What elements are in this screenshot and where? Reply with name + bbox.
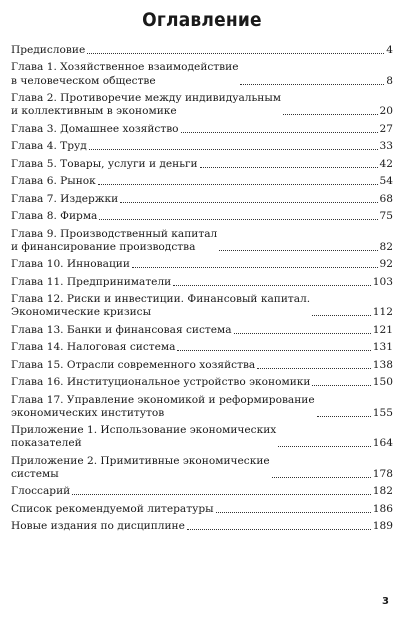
dot-leader [98,184,378,185]
toc-entry [11,61,393,87]
toc-entry-title [11,228,217,254]
toc-entry-title [11,61,238,87]
toc-entry [11,503,393,516]
dot-leader [312,315,371,316]
toc-entry-title-line: Новые издания по дисциплине [11,520,185,533]
toc-entry-title [11,123,179,136]
toc-entry [11,376,393,389]
toc-entry-title [11,520,185,533]
toc-entry-title [11,92,281,118]
toc-entry-title-line: Предисловие [11,44,86,56]
toc-entry-title-line: экономических институтов [11,406,165,419]
toc-entry-page-number: 155 [372,406,393,419]
toc-entry-title [11,359,255,372]
toc-entry-title-line: Глава 11. Предприниматели [11,275,172,288]
page-title: Оглавление [142,9,262,31]
dot-leader [99,219,377,220]
toc-entry-page-number: 112 [372,306,393,319]
toc-entry-page-number: 103 [372,275,393,288]
toc-entry [11,520,393,533]
dot-leader [187,529,371,530]
toc-entry-title-line: Глава 9. Производственный капитал [11,227,218,240]
toc-entry-title-line: Список рекомендуемой литературы [11,502,214,515]
toc-entry-title-line: Глава 2. Противоречие между индивидуальным [11,92,282,105]
dot-leader [317,416,371,417]
toc-entry-title [11,258,130,271]
toc-entry [11,193,393,206]
toc-entry-title-line: Приложение 1. Использование экономических [11,424,277,437]
toc-entry-page-number: 121 [372,323,393,336]
toc-entry-title-line: и коллективным в экономике [11,105,177,118]
toc-entry [11,228,393,254]
toc-entry [11,210,393,223]
toc-entry-title-line: Глава 12. Риски и инвестиции. Финансовый капитал. [11,293,311,306]
toc-entry-page-number: 131 [372,341,393,354]
toc-entry-title [11,158,198,171]
toc-entry [11,140,393,153]
toc-entry-title-line: Глава 17. Управление экономикой и реформирование [11,393,315,406]
toc-entry-page-number: 178 [372,467,393,480]
toc-entry-title [11,424,276,450]
dot-leader [219,250,377,251]
toc-entry [11,424,393,450]
toc-entry-title-line: Глава 5. Товары, услуги и деньги [11,157,198,170]
toc-entry [11,92,393,118]
dot-leader [89,149,378,150]
toc-entry-title [11,341,175,354]
toc-entry-title [11,175,96,188]
toc-entry-title [11,376,310,389]
toc-entry-page-number: 20 [379,105,393,118]
toc-entry [11,44,393,57]
toc-entry [11,485,393,498]
toc-entry-page-number: 138 [372,358,393,371]
toc-entry-page-number: 182 [372,485,393,498]
page-number: 3 [382,596,389,607]
toc-entry-title [11,276,171,289]
dot-leader [283,114,378,115]
toc-entry [11,293,393,319]
toc-entry-title [11,455,270,481]
dot-leader [177,350,370,351]
dot-leader [72,494,371,495]
toc-entry [11,324,393,337]
dot-leader [200,167,378,168]
toc-entry-page-number: 42 [379,157,393,170]
toc-entry-title [11,140,87,153]
toc-entry-title-line: и финансирование производства [11,240,196,253]
dot-leader [278,446,370,447]
toc-entry-title [11,485,70,498]
toc-entry-title-line: Глава 1. Хозяйственное взаимодействие [11,61,239,74]
toc-entry-title [11,193,118,206]
toc-entry-page-number: 4 [386,44,393,56]
toc-entry-title [11,44,85,57]
toc-entry-title [11,210,97,223]
dot-leader [132,267,378,268]
toc-entry-title [11,293,310,319]
toc-entry-title-line: Глава 6. Рынок [11,175,96,188]
dot-leader [181,132,378,133]
toc-entry-page-number: 82 [379,240,393,253]
dot-leader [216,512,371,513]
toc-entry [11,455,393,481]
toc-entry-title [11,394,315,420]
toc-entry [11,394,393,420]
toc-entry-page-number: 27 [379,122,393,135]
toc-entry-page-number: 8 [386,74,393,87]
toc-entry-title-line: Глава 13. Банки и финансовая система [11,323,232,336]
toc-entry-title-line: Глава 15. Отрасли современного хозяйства [11,358,256,371]
dot-leader [257,368,371,369]
dot-leader [234,333,371,334]
dot-leader [312,385,370,386]
toc-entry-title [11,503,214,516]
toc-entry-title-line: Глава 10. Инновации [11,258,130,271]
toc-entry-title-line: Экономические кризисы [11,306,152,319]
dot-leader [173,285,371,286]
toc-entry-title-line: Глава 4. Труд [11,140,87,153]
toc-entry-title-line: Глава 16. Институциональное устройство экономики [11,376,311,389]
toc-entry-title-line: в человеческом обществе [11,74,156,87]
toc-entry [11,158,393,171]
toc-entry-page-number: 189 [372,520,393,533]
toc-entry [11,175,393,188]
toc-entry-title-line: системы [11,467,59,480]
toc-entry-page-number: 150 [372,376,393,389]
dot-leader [120,202,377,203]
toc-entry-title-line: Глава 3. Домашнее хозяйство [11,122,179,135]
toc-entry-title-line: Глава 7. Издержки [11,192,119,205]
toc-entry-page-number: 75 [379,210,393,223]
toc-entry [11,341,393,354]
toc-entry-title-line: Приложение 2. Примитивные экономические [11,454,270,467]
toc-entry-page-number: 33 [379,140,393,153]
toc-entry-title-line: показателей [11,437,82,450]
toc-entry [11,359,393,372]
dot-leader [240,84,384,85]
toc-entry-page-number: 186 [372,502,393,515]
dot-leader [87,53,384,54]
dot-leader [272,477,371,478]
toc-entry-title-line: Глава 14. Налоговая система [11,341,176,354]
toc-entry [11,258,393,271]
toc-entry [11,123,393,136]
toc-entry-title [11,324,232,337]
toc-entry-page-number: 54 [379,175,393,188]
toc-entry-title-line: Глава 8. Фирма [11,210,98,223]
toc-entry-title-line: Глоссарий [11,485,71,498]
table-of-contents [11,44,393,538]
toc-entry-page-number: 68 [379,192,393,205]
toc-entry-page-number: 164 [372,437,393,450]
toc-entry [11,276,393,289]
toc-entry-page-number: 92 [379,258,393,271]
